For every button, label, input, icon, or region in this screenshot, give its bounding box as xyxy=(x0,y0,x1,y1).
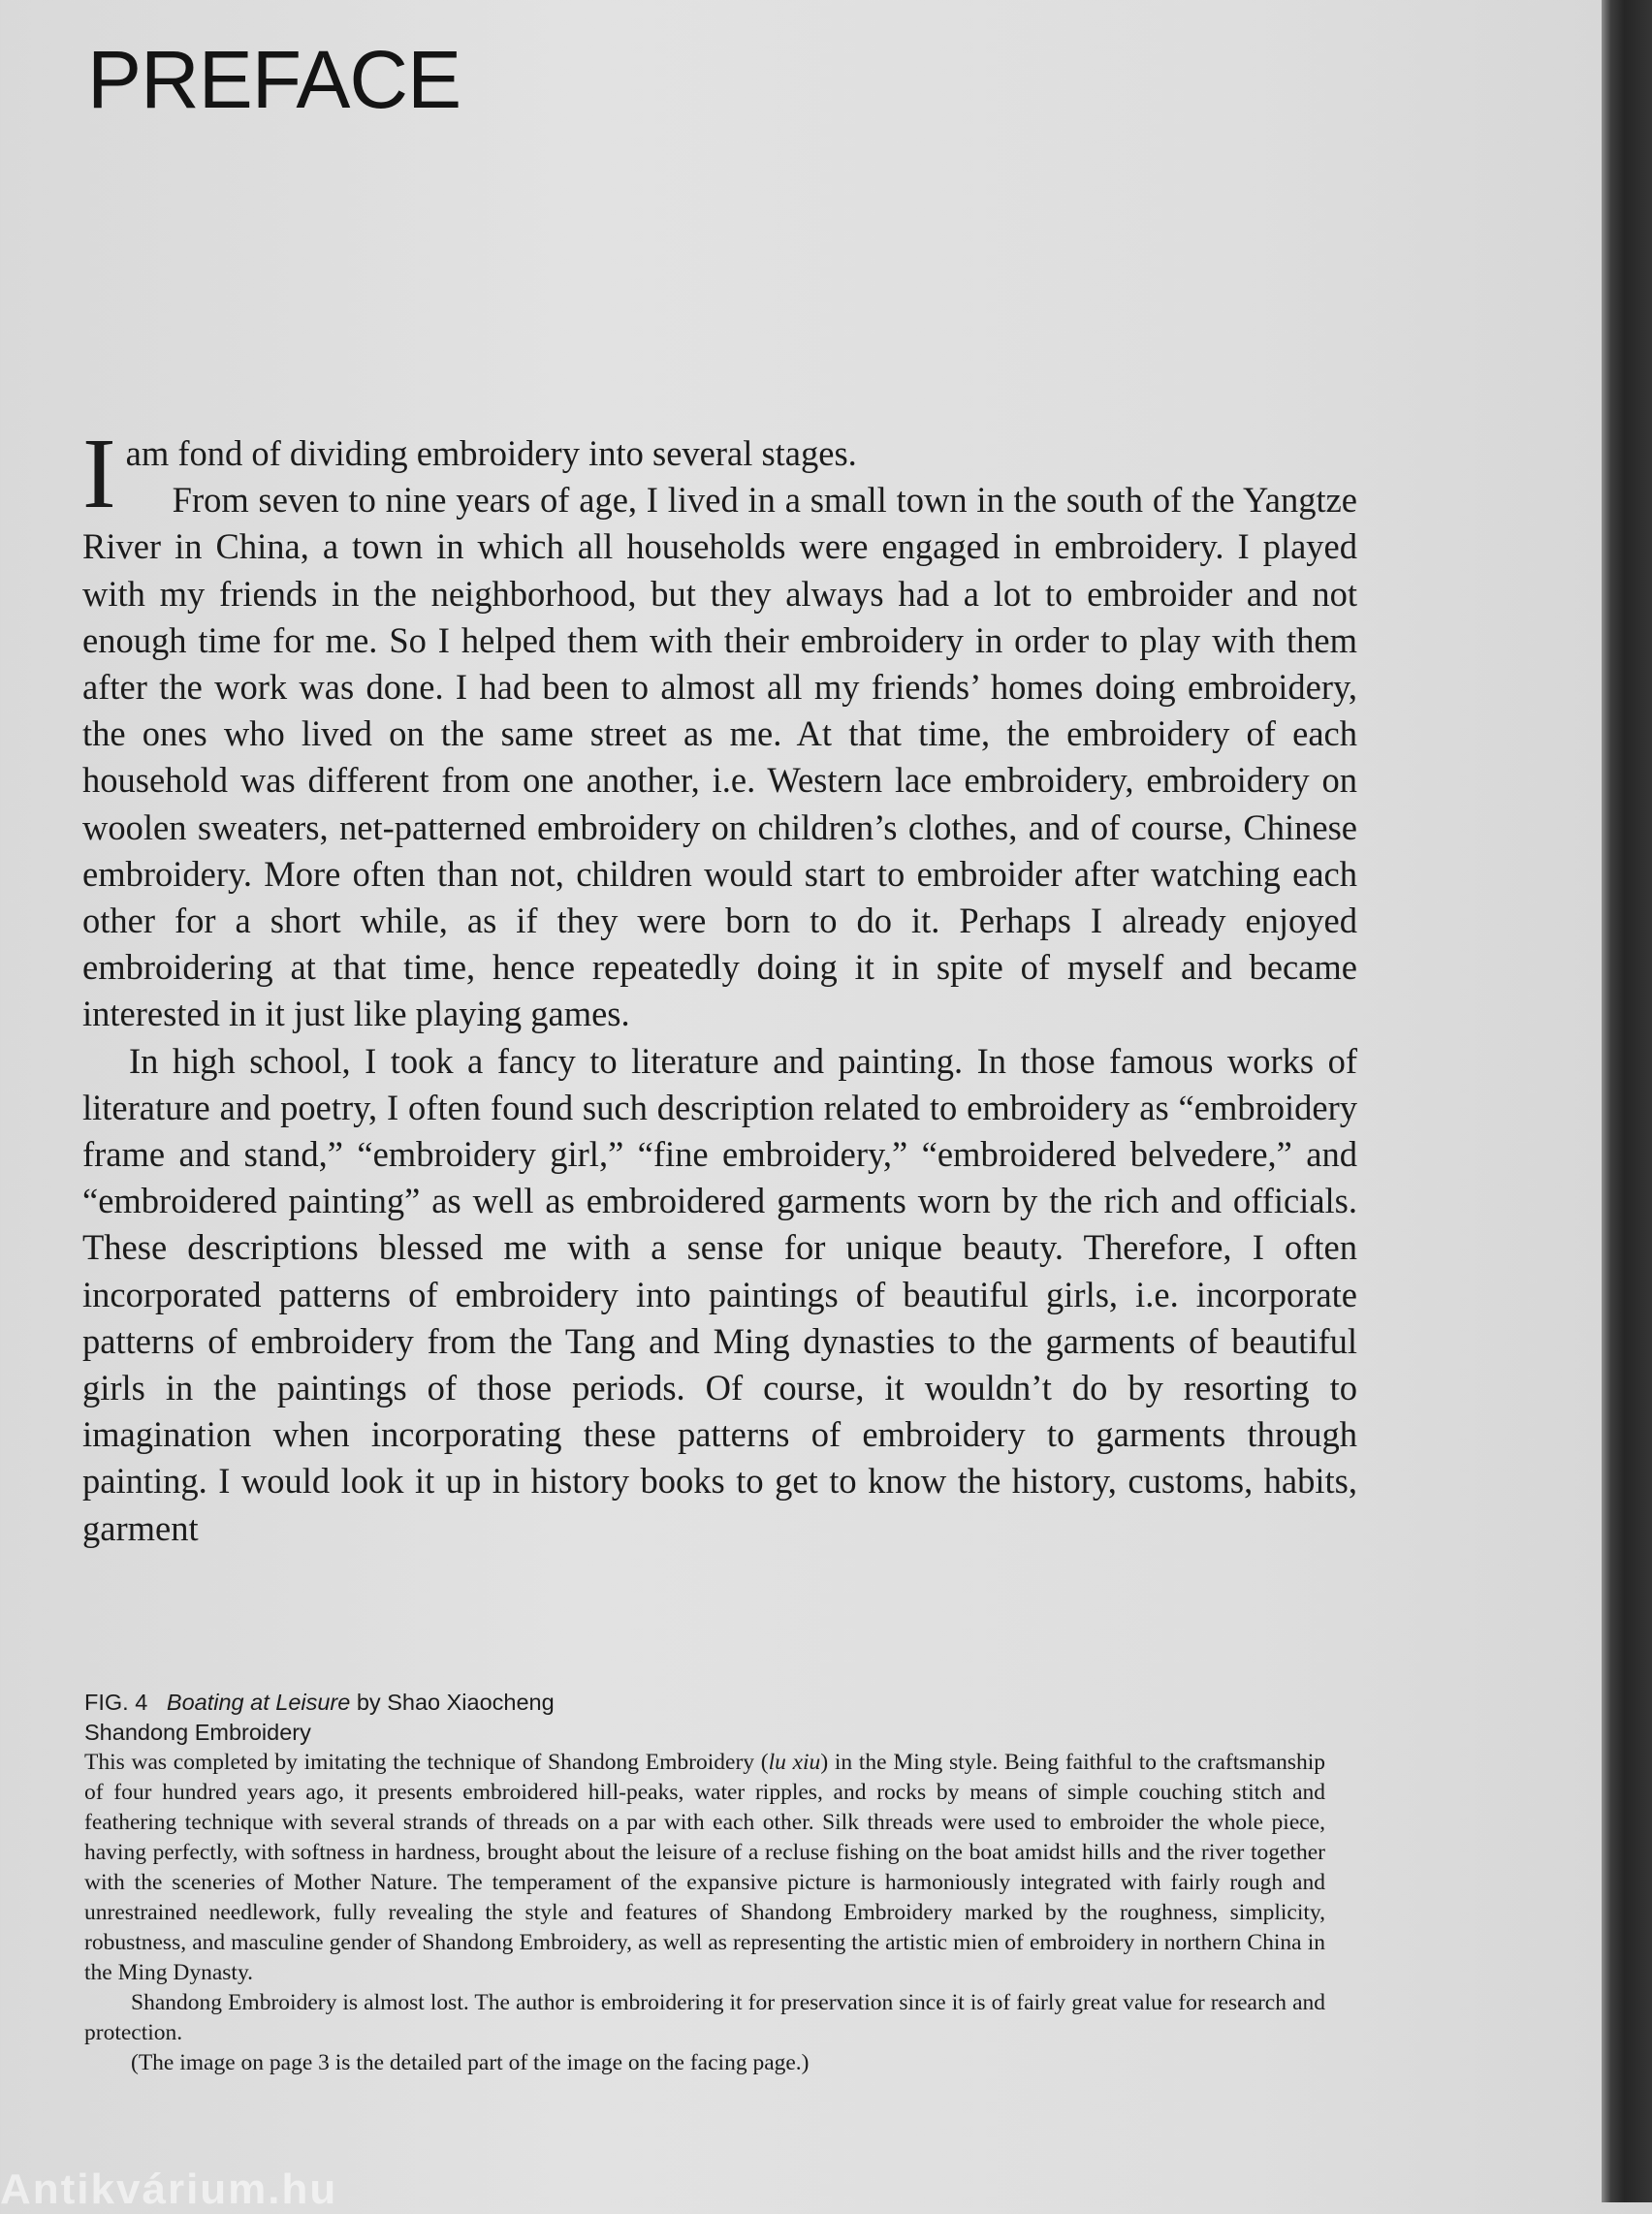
caption-paragraph-3: (The image on page 3 is the detailed part of the image on the facing page.) xyxy=(131,2050,810,2075)
paragraph-2: From seven to nine years of age, I lived in a small town in the south of the Yangtze River in China, a town in which all households were engaged in embroidery. I played with my friends in the neighborhood, but they always had a lot to embroider and not enough time for me. So I helped them with their embroidery in order to play with them after the work was done. I had been to almost all my friends’ homes doing embroidery, the ones who lived on the same street as me. At that time, the embroidery of each household was different from one another, i.e. Western lace embroidery, embroidery on woolen sweaters, net-patterned embroidery on children’s clothes, and of course, Chinese embroidery. More often than not, children would start to embroider after watching each other for a short while, as if they were born to do it. Perhaps I already enjoyed embroidering at that time, hence repeatedly doing it in spite of myself and became interested in it just like playing games. xyxy=(82,480,1357,1034)
caption-paragraph-2: Shandong Embroidery is almost lost. The author is embroidering it for preservation since it is of fairly great value for research and protection. xyxy=(84,1990,1325,2045)
caption-text-a: This was completed by imitating the technique of Shandong Embroidery ( xyxy=(84,1750,769,1775)
figure-label: FIG. 4 xyxy=(84,1690,148,1715)
work-byline: by Shao Xiaocheng xyxy=(356,1690,555,1715)
work-title: Boating at Leisure xyxy=(166,1690,351,1715)
paragraph-3: In high school, I took a fancy to literature and painting. In those famous works of literature and poetry, I often found such description related to embroidery as “embroidery frame and stand,” “embroidery girl,” “fine embroidery,” “embroidered belvedere,” and “embroidered painting” as well as embroidered garments worn by the rich and officials. These descriptions blessed me with a sense for unique beauty. Therefore, I often incorporated patterns of embroidery into paintings of beautiful girls, i.e. incorporate patterns of embroidery from the Tang and Ming dynasties to the garments of beautiful girls in the paintings of those periods. Of course, it wouldn’t do by resorting to imagination when incorporating these patterns of embroidery to garments through painting. I would look it up in history books to get to know the history, customs, habits, garment xyxy=(82,1040,1357,1548)
drop-cap: I xyxy=(82,418,116,529)
book-spine-shadow xyxy=(1602,0,1652,2202)
caption-subtitle: Shandong Embroidery xyxy=(84,1720,311,1745)
caption-term: lu xiu xyxy=(768,1750,821,1775)
caption-paragraph-1 xyxy=(84,1748,1325,1988)
paragraph-1-text: am fond of dividing embroidery into several stages. xyxy=(125,433,857,473)
watermark: Antikvárium.hu xyxy=(0,2166,338,2213)
paragraph-1 xyxy=(82,418,1357,529)
preface-body xyxy=(82,418,1357,1552)
page-title: PREFACE xyxy=(87,34,461,125)
caption-text-b: ) in the Ming style. Being faithful to the craftsmanship of four hundred years ago, it presents embroidered hill-peaks, water ripples, and rocks by means of simple couching stitch and feathering technique with several strands of threads on a par with each other. Silk threads were used to embroider the whole piece, having perfectly, with softness in hardness, brought about the leisure of a recluse fishing on the boat amidst hills and the river together with the sceneries of Mother Nature. The temperament of the expansive picture is harmoniously integrated with fairly rough and unrestrained needlework, fully revealing the style and features of Shandong Embroidery marked by the roughness, simplicity, robustness, and masculine gender of Shandong Embroidery, as well as representing the artistic mien of embroidery in northern China in the Ming Dynasty. xyxy=(84,1750,1326,1985)
figure-caption xyxy=(84,1688,1325,2078)
caption-heading xyxy=(84,1688,1325,1718)
